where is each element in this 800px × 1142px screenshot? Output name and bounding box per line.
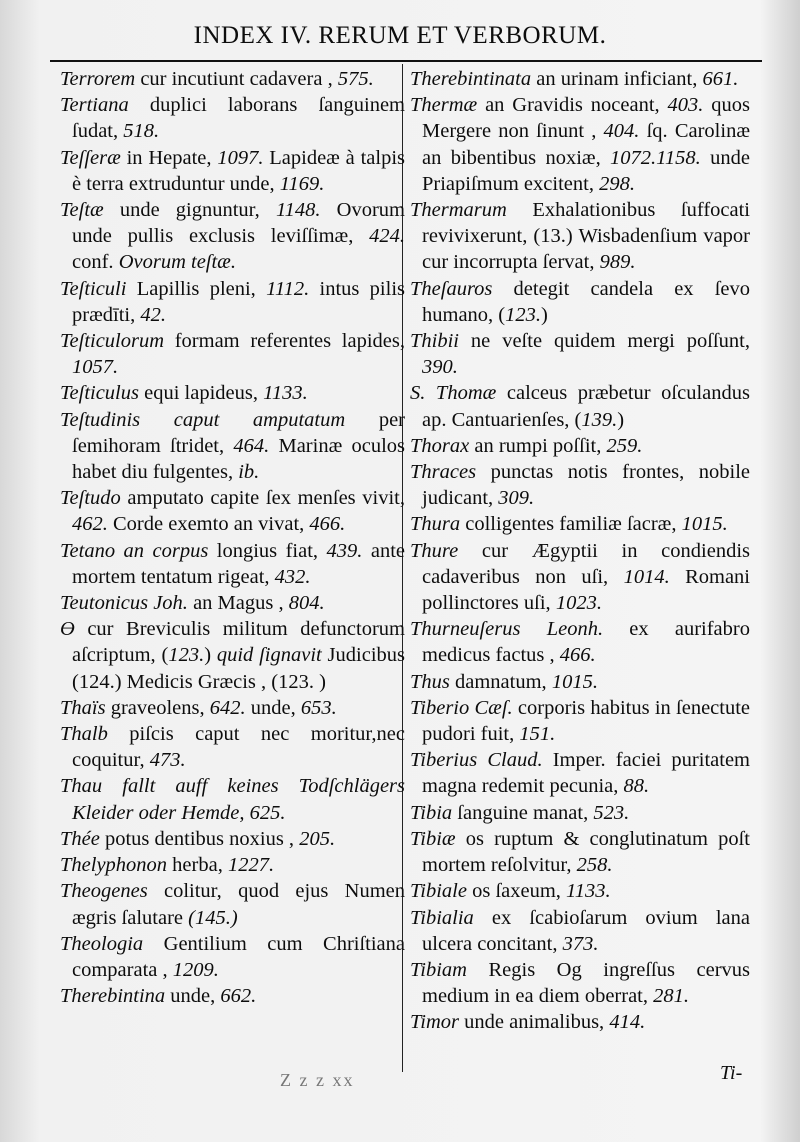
- entry-text: an urinam inficiant,: [531, 68, 698, 90]
- left-column: [60, 66, 405, 1009]
- index-entry: [60, 197, 405, 276]
- entry-reference: 309.: [493, 487, 535, 510]
- entry-text: ex aurifabro medicus factus ,: [422, 618, 750, 667]
- entry-text: ſanguine manat,: [452, 801, 589, 824]
- entry-reference: 390.: [422, 356, 458, 379]
- index-entry: [410, 747, 750, 799]
- entry-headword: Teſtæ: [60, 199, 104, 222]
- entry-text: punctas notis frontes, nobile judicant,: [422, 461, 750, 510]
- right-column: [410, 66, 750, 1036]
- entry-headword: Thaïs: [60, 696, 106, 719]
- index-entry: [410, 669, 750, 695]
- entry-text: Imper. faciei puritatem magna redemit pecunia,: [422, 749, 750, 798]
- signature-mark: Z z z xx: [280, 1070, 355, 1090]
- entry-text: in Hepate,: [120, 146, 212, 169]
- entry-headword: Terrorem: [60, 68, 136, 90]
- entry-reference: 432.: [269, 565, 311, 588]
- entry-reference: quid ſignavit: [216, 644, 322, 667]
- entry-text: calceus præbetur oſculandus ap. Cantuarienſes, (: [422, 382, 750, 431]
- entry-reference: 298.: [593, 172, 635, 195]
- entry-reference: 151.: [514, 723, 556, 746]
- header-rule: [50, 60, 762, 62]
- index-entry: [410, 1009, 750, 1035]
- entry-headword: Thorax: [410, 434, 470, 457]
- index-entry: [60, 380, 405, 406]
- entry-text: ): [204, 644, 217, 667]
- index-entry: [60, 826, 405, 852]
- entry-reference: 1112.: [255, 277, 310, 300]
- entry-headword: Tetano an corpus: [60, 539, 209, 562]
- entry-text: unde animalibus,: [459, 1011, 605, 1034]
- entry-reference: 1148.: [259, 199, 321, 222]
- entry-reference: 1014.: [608, 565, 670, 588]
- index-entry: [60, 852, 405, 878]
- entry-text: unde gignuntur,: [103, 199, 260, 222]
- entry-text: quos Mergere non ſinunt ,: [422, 94, 750, 143]
- entry-text: potus dentibus noxius ,: [99, 827, 295, 850]
- entry-headword: ϴ: [60, 618, 75, 641]
- entry-text: Lapideæ à talpis è terra extruduntur unde,: [72, 146, 405, 195]
- entry-text: Romani pollinctores uſi,: [422, 565, 750, 615]
- entry-reference: 139.: [581, 408, 618, 431]
- entry-text: detegit candela ex ſevo humano, (: [422, 277, 750, 326]
- entry-reference: 403.: [659, 94, 704, 117]
- entry-text: graveolens,: [105, 696, 205, 719]
- entry-text: unde,: [165, 985, 216, 1008]
- index-entry: [60, 407, 405, 486]
- entry-headword: Thure: [410, 539, 459, 562]
- entry-reference: 653.: [295, 696, 337, 719]
- index-entry: [410, 616, 750, 668]
- index-entry: [60, 145, 405, 197]
- entry-text: cur Breviculis militum defunctorum aſcriptum, (: [72, 618, 405, 667]
- entry-reference: 642.: [204, 696, 246, 719]
- entry-text: ): [541, 303, 548, 326]
- index-entry: [410, 459, 750, 511]
- entry-headword: Tibiam: [410, 958, 467, 981]
- entry-reference: 404.: [596, 120, 640, 143]
- entry-text: unde Priapiſmum excitent,: [422, 146, 750, 195]
- entry-text: Regis Og ingreſſus cervus medium in ea diem oberrat,: [422, 958, 750, 1008]
- entry-reference: 1015.: [676, 513, 728, 536]
- entry-text: Lapillis pleni,: [126, 277, 256, 300]
- index-entry: [60, 92, 405, 144]
- entry-reference: 1133.: [257, 382, 308, 405]
- entry-text: corporis habitus in ſenectute pudori fuit,: [422, 696, 751, 746]
- index-entry: [410, 957, 750, 1009]
- index-entry: [410, 92, 750, 197]
- entry-headword: Tiberius Claud.: [410, 749, 543, 772]
- entry-headword: Thibii: [410, 330, 459, 353]
- entry-reference: 464.: [224, 434, 270, 457]
- entry-text: Ovorum unde pullis exclusis leviſſimæ,: [72, 199, 405, 248]
- entry-reference: 1133.: [560, 880, 611, 903]
- index-entry: [60, 66, 405, 92]
- index-entry: [60, 276, 405, 328]
- entry-reference: 1209.: [167, 958, 219, 981]
- entry-headword: Teſſeræ: [60, 146, 121, 169]
- entry-reference: 123.: [505, 303, 541, 326]
- entry-headword: Tertiana: [60, 94, 129, 117]
- entry-text: colligentes familiæ ſacræ,: [460, 513, 677, 536]
- entry-text: unde,: [245, 696, 296, 719]
- entry-text: os ſaxeum,: [466, 880, 561, 903]
- index-entry: [60, 328, 405, 380]
- entry-reference: 1072.1158.: [600, 146, 701, 169]
- index-entry: [410, 878, 750, 904]
- entry-text: ex ſcabioſarum ovium lana ulcera concitant,: [422, 906, 750, 955]
- entry-reference: 473.: [144, 749, 186, 772]
- entry-reference: 205.: [294, 827, 336, 850]
- entry-text: Gentilium cum Chriſtiana comparata ,: [72, 932, 405, 981]
- entry-text: intus pilis prædīti,: [72, 277, 405, 326]
- entry-text: damnatum,: [449, 670, 547, 693]
- index-entry: [410, 538, 750, 617]
- entry-reference: 414.: [604, 1011, 646, 1034]
- index-entry: [410, 66, 750, 92]
- entry-headword: Thée: [60, 827, 100, 850]
- index-entry: [60, 931, 405, 983]
- entry-reference: 88.: [618, 775, 650, 798]
- entry-text: os ruptum & conglutinatum poſt mortem reſolvitur,: [422, 827, 750, 877]
- entry-reference: 439.: [318, 539, 363, 562]
- entry-text: conf.: [72, 251, 114, 274]
- entry-headword: Tibia: [410, 801, 453, 824]
- index-entry: [60, 695, 405, 721]
- entry-text: cur Ægyptii in condiendis cadaveribus non uſi,: [422, 539, 750, 588]
- entry-headword: Timor: [410, 1011, 459, 1034]
- entry-reference: 424.: [353, 225, 406, 248]
- index-entry: [410, 511, 750, 537]
- entry-reference: 1023.: [550, 592, 602, 615]
- entry-headword: S. Thomæ: [410, 382, 497, 405]
- entry-reference: 804.: [283, 592, 325, 615]
- entry-headword: Therebintina: [60, 985, 166, 1008]
- index-entry: [410, 826, 750, 878]
- catchword: Ti-: [720, 1062, 743, 1084]
- index-entry: [410, 380, 750, 432]
- entry-text: formam referentes lapides,: [164, 330, 405, 353]
- index-entry: [410, 695, 750, 747]
- index-entry: [410, 433, 750, 459]
- entry-headword: Thermarum: [410, 199, 507, 222]
- entry-reference: 523.: [588, 801, 630, 824]
- entry-text: an Magus ,: [187, 592, 284, 615]
- entry-text: piſcis caput nec moritur,nec coquitur,: [72, 723, 405, 772]
- entry-text: ): [617, 408, 625, 431]
- entry-text: longius fiat,: [208, 539, 319, 562]
- entry-headword: Tiberio Cæſ.: [410, 696, 513, 719]
- entry-reference: 575.: [332, 68, 374, 90]
- entry-text: per ſemihoram ſtridet,: [72, 408, 405, 457]
- entry-headword: Thalb: [60, 723, 108, 746]
- index-entry: [410, 197, 750, 276]
- entry-reference: 259.: [601, 434, 643, 457]
- entry-text: ante mortem tentatum rigeat,: [72, 539, 405, 588]
- entry-headword: Teſticulus: [60, 382, 139, 405]
- entry-reference: 1169.: [274, 172, 325, 195]
- entry-reference: 281.: [648, 985, 689, 1008]
- entry-reference: 123.: [168, 644, 205, 667]
- entry-text: Corde exemto an vivat,: [107, 513, 305, 536]
- entry-text: duplici laborans ſanguinem ſudat,: [72, 94, 405, 143]
- entry-text: ſq. Carolinæ an bibentibus noxiæ,: [422, 120, 750, 169]
- index-entry: [60, 590, 405, 616]
- entry-headword: Thura: [410, 513, 461, 536]
- entry-reference: 466.: [554, 644, 596, 667]
- entry-headword: Teſticulorum: [60, 330, 165, 353]
- index-entry: [60, 538, 405, 590]
- entry-reference: 1015.: [546, 670, 598, 693]
- entry-text: Exhalationibus ſuffocati revivixerunt, (13.) Wisbadenſium vapor cur incorrupta ſervat,: [422, 199, 750, 274]
- index-entry: [60, 878, 405, 930]
- entry-headword: Thraces: [410, 461, 477, 484]
- entry-headword: Theogenes: [60, 880, 148, 903]
- entry-headword: Thelyphonon: [60, 854, 168, 877]
- entry-reference: 258.: [571, 854, 613, 877]
- index-entry: [60, 983, 405, 1009]
- index-entry: [410, 800, 750, 826]
- entry-reference: 662.: [215, 985, 257, 1008]
- entry-text: an Gravidis noceant,: [477, 94, 660, 117]
- entry-reference: Ovorum teſtæ.: [113, 251, 236, 274]
- entry-reference: 42.: [135, 303, 166, 326]
- entry-headword: Therebintinata: [410, 68, 532, 90]
- entry-text: colitur, quod ejus Numen ægris ſalutare: [72, 880, 405, 929]
- entry-reference: (145.): [183, 906, 238, 929]
- entry-text: herba,: [167, 854, 223, 877]
- index-entry: [410, 276, 750, 328]
- index-entry: [60, 485, 405, 537]
- entry-reference: 1057.: [72, 356, 119, 379]
- entry-reference: 466.: [304, 513, 346, 536]
- entry-text: Marinæ oculos habet diu fulgentes,: [72, 434, 405, 484]
- entry-headword: Teſtudo: [60, 487, 121, 510]
- entry-reference: ib.: [233, 461, 260, 484]
- entry-headword: Teſticuli: [60, 277, 127, 300]
- entry-reference: 373.: [557, 932, 599, 955]
- index-entry: [410, 905, 750, 957]
- entry-headword: Tibialia: [410, 906, 474, 929]
- entry-reference: 661.: [697, 68, 739, 90]
- entry-reference: 518.: [118, 120, 160, 143]
- entry-headword: Thermæ: [410, 94, 478, 117]
- entry-headword: Tibiale: [410, 880, 467, 903]
- entry-text: equi lapideus,: [138, 382, 258, 405]
- entry-text: ne veſte quidem mergi poſſunt,: [459, 330, 750, 353]
- entry-reference: 462.: [72, 513, 108, 536]
- index-entry: [410, 328, 750, 380]
- entry-text: cur incutiunt cadavera ,: [135, 68, 333, 90]
- entry-text: amputato capite ſex menſes vivit,: [120, 487, 405, 510]
- index-entry: [60, 721, 405, 773]
- index-entry: [60, 616, 405, 695]
- entry-headword: Thus: [410, 670, 450, 693]
- entry-text: Judicibus (124.) Medicis Græcis , (123. ): [72, 644, 405, 693]
- entry-reference: 625.: [244, 801, 286, 824]
- entry-headword: Theſauros: [410, 277, 493, 300]
- entry-headword: Theologia: [60, 932, 144, 955]
- page-header: INDEX IV. RERUM ET VERBORUM.: [193, 22, 607, 49]
- index-entry: [60, 773, 405, 825]
- entry-reference: 1227.: [222, 854, 275, 877]
- entry-reference: 1097.: [211, 146, 264, 169]
- entry-headword: Tibiæ: [410, 827, 456, 850]
- entry-reference: 989.: [594, 251, 636, 274]
- entry-headword: Thurneuſerus Leonh.: [410, 618, 604, 641]
- entry-headword: Teſtudinis caput amputatum: [60, 408, 346, 431]
- entry-headword: Teutonicus Joh.: [60, 592, 188, 615]
- entry-headword: Thau fallt auff keines Todſchlägers Kleider oder Hemde,: [60, 775, 405, 824]
- entry-text: an rumpi poſſit,: [469, 434, 602, 457]
